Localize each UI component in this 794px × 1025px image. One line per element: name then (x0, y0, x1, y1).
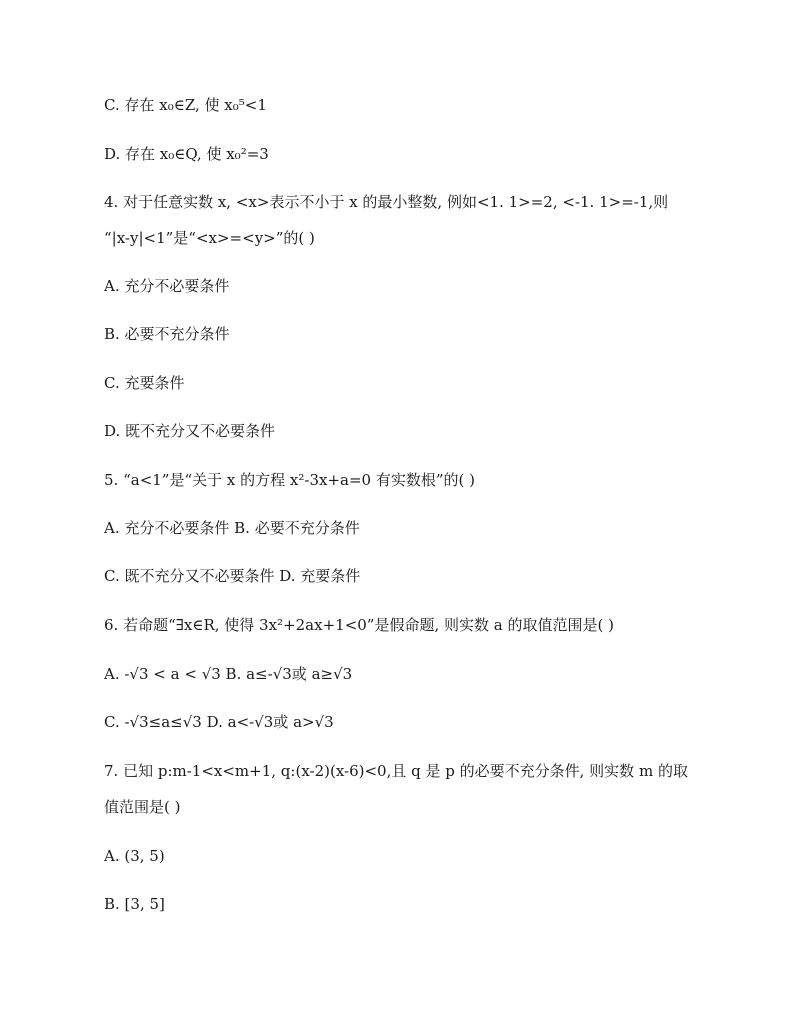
question-7-line-1: 7. 已知 p:m-1<x<m+1, q:(x-2)(x-6)<0,且 q 是 p 的必要不充分条件, 则实数 m 的取 (104, 762, 688, 780)
question-6: 6. 若命题“∃x∈R, 使得 3x²+2ax+1<0”是假命题, 则实数 a 的取值范围是( ) (104, 616, 614, 634)
option-a-q7: A. (3, 5) (104, 847, 165, 865)
option-b-q4: B. 必要不充分条件 (104, 325, 230, 343)
option-c-q4: C. 充要条件 (104, 374, 185, 392)
question-4-line-1: 4. 对于任意实数 x, <x>表示不小于 x 的最小整数, 例如<1. 1>=2, <-1. 1>=-1,则 (104, 193, 669, 211)
option-b-q7: B. [3, 5] (104, 895, 165, 913)
options-cd-q6: C. -√3≤a≤√3 D. a<-√3或 a>√3 (104, 713, 334, 731)
option-d-q3: D. 存在 x₀∈Q, 使 x₀²=3 (104, 145, 269, 163)
question-7-line-2: 值范围是( ) (104, 798, 181, 816)
options-ab-q6: A. -√3 < a < √3 B. a≤-√3或 a≥√3 (104, 665, 353, 683)
question-4-line-2: “|x-y|<1”是“<x>=<y>”的( ) (104, 229, 315, 247)
question-5: 5. “a<1”是“关于 x 的方程 x²-3x+a=0 有实数根”的( ) (104, 471, 475, 489)
options-cd-q5: C. 既不充分又不必要条件 D. 充要条件 (104, 567, 361, 585)
option-c-q3: C. 存在 x₀∈Z, 使 x₀⁵<1 (104, 96, 267, 114)
option-d-q4: D. 既不充分又不必要条件 (104, 422, 276, 440)
option-a-q4: A. 充分不必要条件 (104, 277, 230, 295)
options-ab-q5: A. 充分不必要条件 B. 必要不充分条件 (104, 519, 360, 537)
